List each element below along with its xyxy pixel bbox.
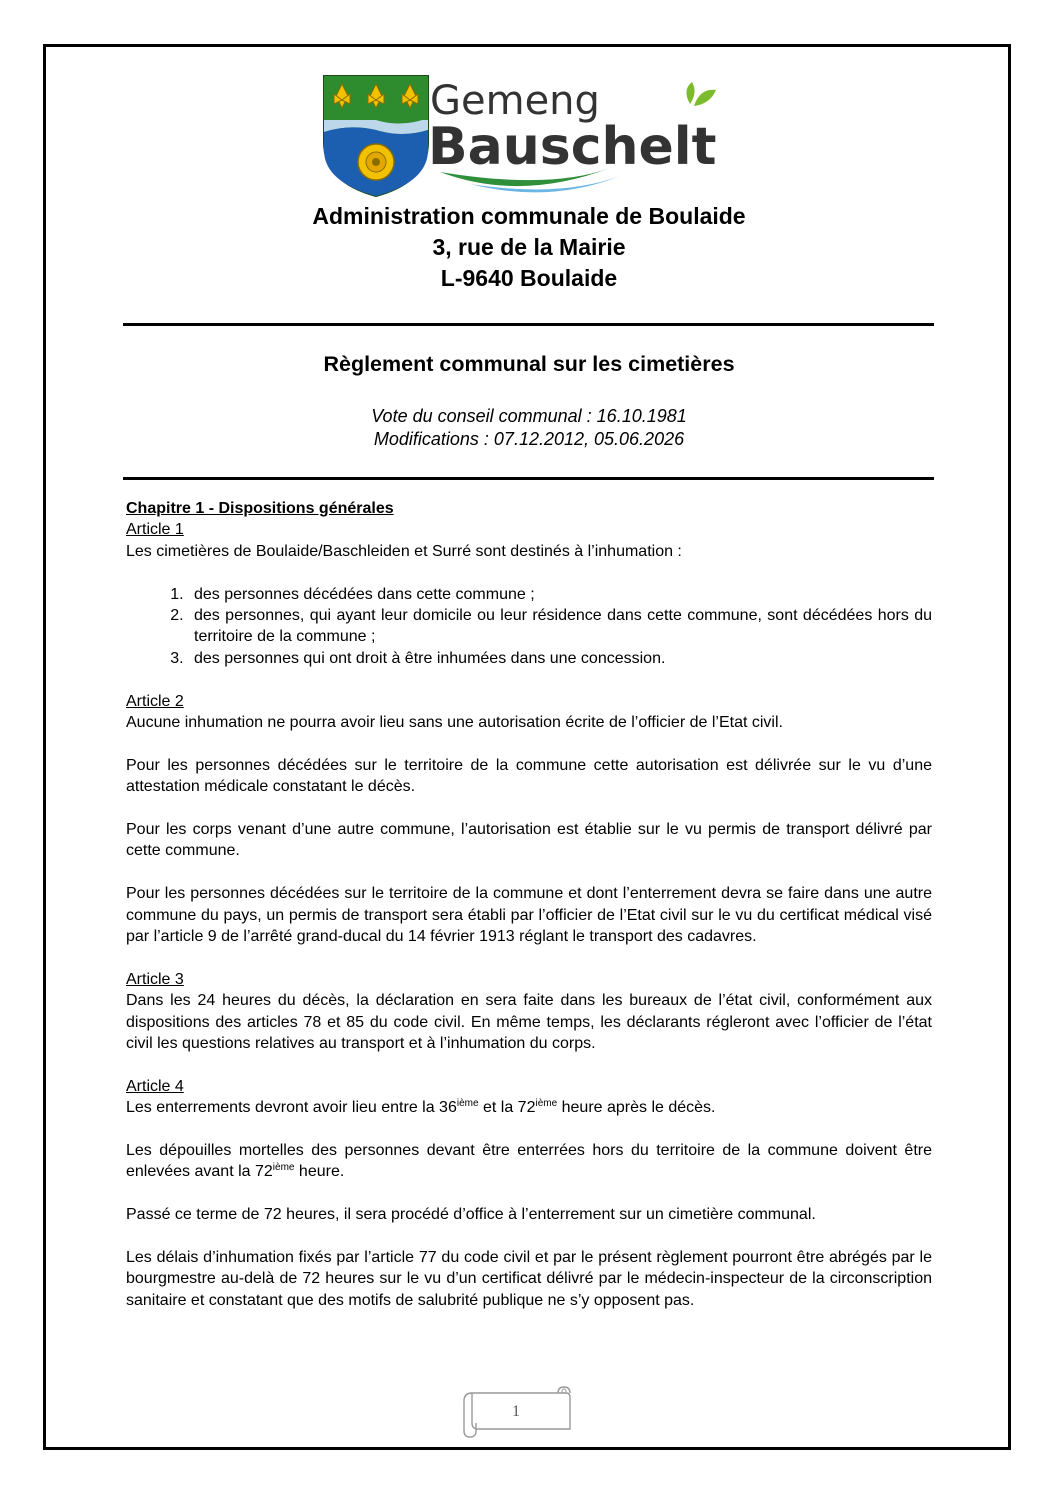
article-3-title: Article 3 bbox=[126, 970, 184, 988]
page-number-badge bbox=[458, 1383, 574, 1439]
article-2-paragraph: Pour les corps venant d’une autre commune, l’autorisation est établie sur le vu permis de transport délivré par cette commune. bbox=[126, 821, 932, 860]
article-1-list bbox=[126, 584, 932, 670]
list-item: 1. des personnes décédées dans cette commune ; bbox=[188, 584, 932, 605]
document-title: Règlement communal sur les cimetières bbox=[323, 352, 735, 376]
address-city: L-9640 Boulaide bbox=[440, 265, 618, 291]
article-1-title: Article 1 bbox=[126, 521, 184, 539]
page-number: 1 bbox=[512, 1403, 520, 1420]
coat-of-arms-icon bbox=[320, 72, 740, 198]
list-item: 3. des personnes qui ont droit à être inhumées dans une concession. bbox=[188, 648, 932, 669]
document-body bbox=[126, 498, 932, 1311]
article-3-paragraph: Dans les 24 heures du décès, la déclaration en sera faite dans les bureaux de l’état civil, conformément aux dispositions des articles 78 et 85 du code civil. En même temps, les déclarants régleront avec l’officier de l’état civil les questions relatives au transport et à l’inhumation du corps. bbox=[126, 992, 932, 1053]
article-1-intro: Les cimetières de Boulaide/Baschleiden et Surré sont destinés à l’inhumation : bbox=[126, 542, 682, 560]
article-2-title: Article 2 bbox=[126, 692, 184, 710]
article-4-paragraph: Les délais d’inhumation fixés par l’article 77 du code civil et par le présent règlement pourront être abrégés par le bourgmestre au-delà de 72 heures sur le vu d’un certificat délivré par le médecin-inspecteur de la circonscription sanitaire et constatant que des motifs de salubrité publique ne s’y opposent pas. bbox=[126, 1249, 932, 1309]
article-2-paragraph: Pour les personnes décédées sur le territoire de la commune cette autorisation est délivrée sur le vu d’une attestation médicale constatant le décès. bbox=[126, 756, 932, 796]
article-4-title: Article 4 bbox=[126, 1077, 184, 1095]
logo-text-line2: Bauschelt bbox=[428, 117, 717, 177]
article-4-paragraph: Passé ce terme de 72 heures, il sera procédé d’office à l’enterrement sur un cimetière communal. bbox=[126, 1206, 816, 1224]
commune-logo bbox=[320, 72, 740, 198]
article-4-paragraph: Les dépouilles mortelles des personnes devant être enterrées hors du territoire de la commune doivent être enlevées avant la 72ième heure. bbox=[126, 1142, 932, 1181]
logo-text-line1: Gemeng bbox=[430, 78, 600, 124]
administration-name: Administration communale de Boulaide bbox=[312, 203, 746, 229]
article-2-paragraph: Aucune inhumation ne pourra avoir lieu sans une autorisation écrite de l’officier de l’Etat civil. bbox=[126, 714, 783, 732]
list-item: 2. des personnes, qui ayant leur domicile ou leur résidence dans cette commune, sont décédées hors du territoire de la commune ; bbox=[188, 605, 932, 648]
chapter-heading: Chapitre 1 - Dispositions générales bbox=[126, 500, 394, 517]
address-street: 3, rue de la Mairie bbox=[432, 234, 626, 260]
article-4-paragraph: Les enterrements devront avoir lieu entre la 36ième et la 72ième heure après le décès. bbox=[126, 1098, 716, 1117]
divider-bottom bbox=[123, 477, 934, 480]
vote-date: Vote du conseil communal : 16.10.1981 bbox=[371, 406, 687, 426]
divider-top bbox=[123, 323, 934, 326]
article-2-paragraph: Pour les personnes décédées sur le territoire de la commune et dont l’enterrement devra se faire dans une autre commune du pays, un permis de transport sera établi par l’officier de l’Etat civil sur le vu du certificat médical visé par l’article 9 de l’arrêté grand-ducal du 14 février 1913 réglant le transport des cadavres. bbox=[126, 885, 932, 946]
modification-dates: Modifications : 07.12.2012, 05.06.2026 bbox=[373, 429, 685, 449]
